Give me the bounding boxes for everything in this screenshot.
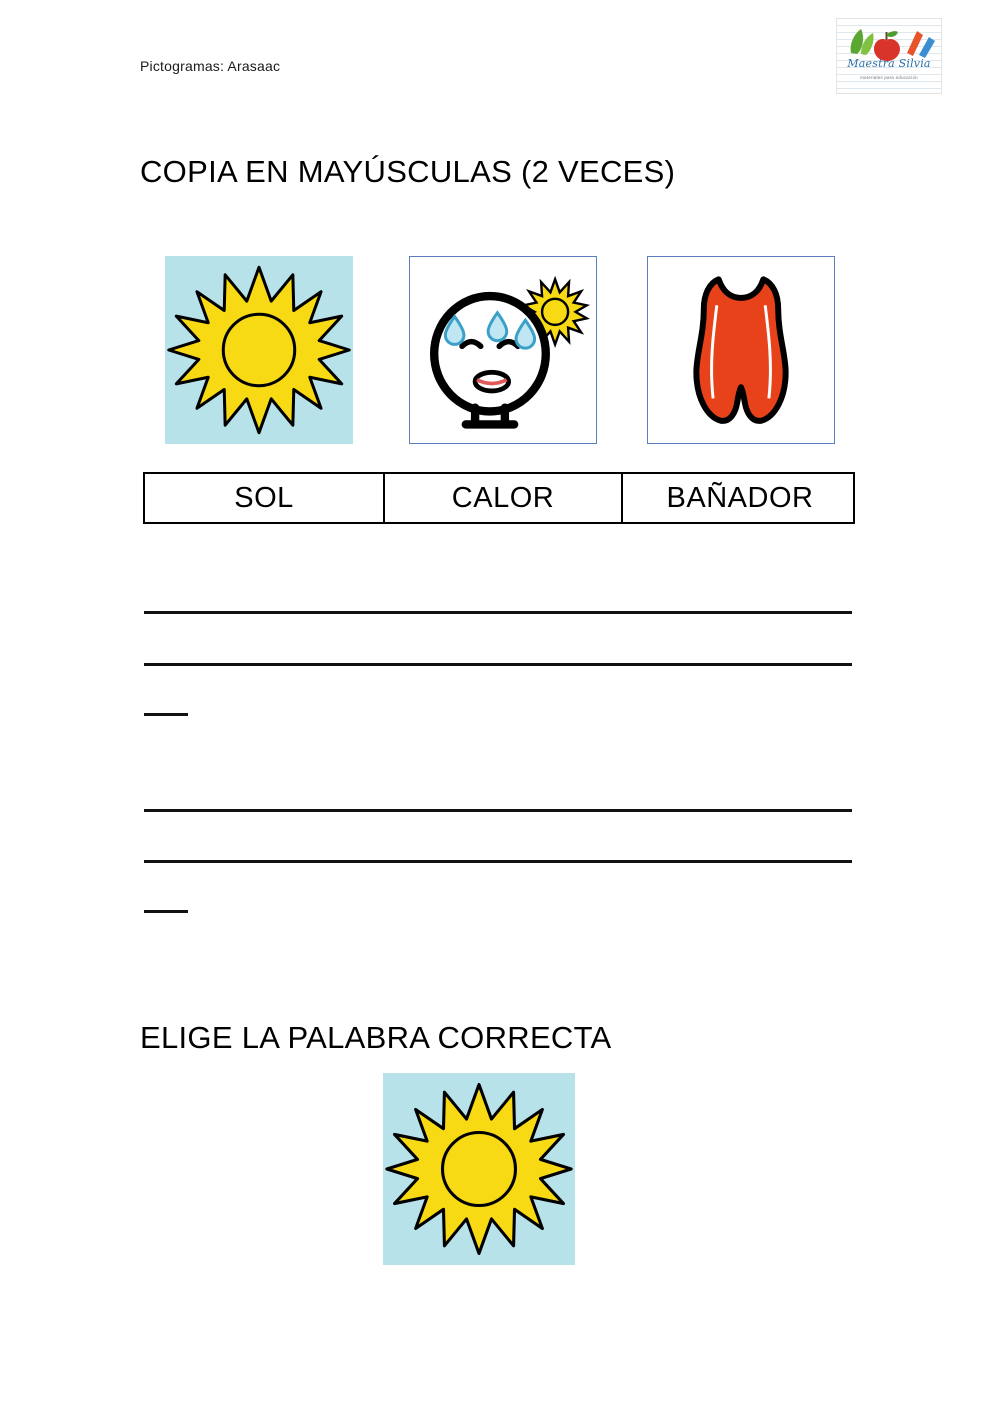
- sun-pictogram: [165, 256, 353, 444]
- swimsuit-pictogram: [647, 256, 835, 444]
- writing-line: [144, 611, 852, 614]
- word-cell-calor: CALOR: [385, 474, 623, 522]
- logo-subtitle: materiales para educación: [860, 75, 918, 80]
- word-cell-sol: SOL: [145, 474, 385, 522]
- logo-name: Maestra Silvia: [847, 57, 931, 70]
- sweating-face-icon: [410, 257, 596, 443]
- writing-line: [144, 713, 188, 716]
- writing-line: [144, 910, 188, 913]
- notebook-apple-logo-icon: [837, 19, 941, 93]
- sun-pictogram-bottom: [383, 1073, 575, 1265]
- hot-face-pictogram: [409, 256, 597, 444]
- site-logo: [836, 18, 942, 94]
- page-title-copy: COPIA EN MAYÚSCULAS (2 VECES): [140, 154, 676, 189]
- writing-line: [144, 860, 852, 863]
- swimsuit-icon: [648, 257, 834, 443]
- writing-line: [144, 809, 852, 812]
- page-title-choose: ELIGE LA PALABRA CORRECTA: [140, 1020, 612, 1055]
- sun-icon: [383, 1073, 575, 1265]
- pictogram-row: [143, 256, 856, 444]
- pictogram-credit: Pictogramas: Arasaac: [140, 58, 281, 74]
- word-cell-banador: BAÑADOR: [666, 481, 814, 514]
- sun-icon: [165, 256, 353, 444]
- word-table: [143, 472, 855, 524]
- writing-line: [144, 663, 852, 666]
